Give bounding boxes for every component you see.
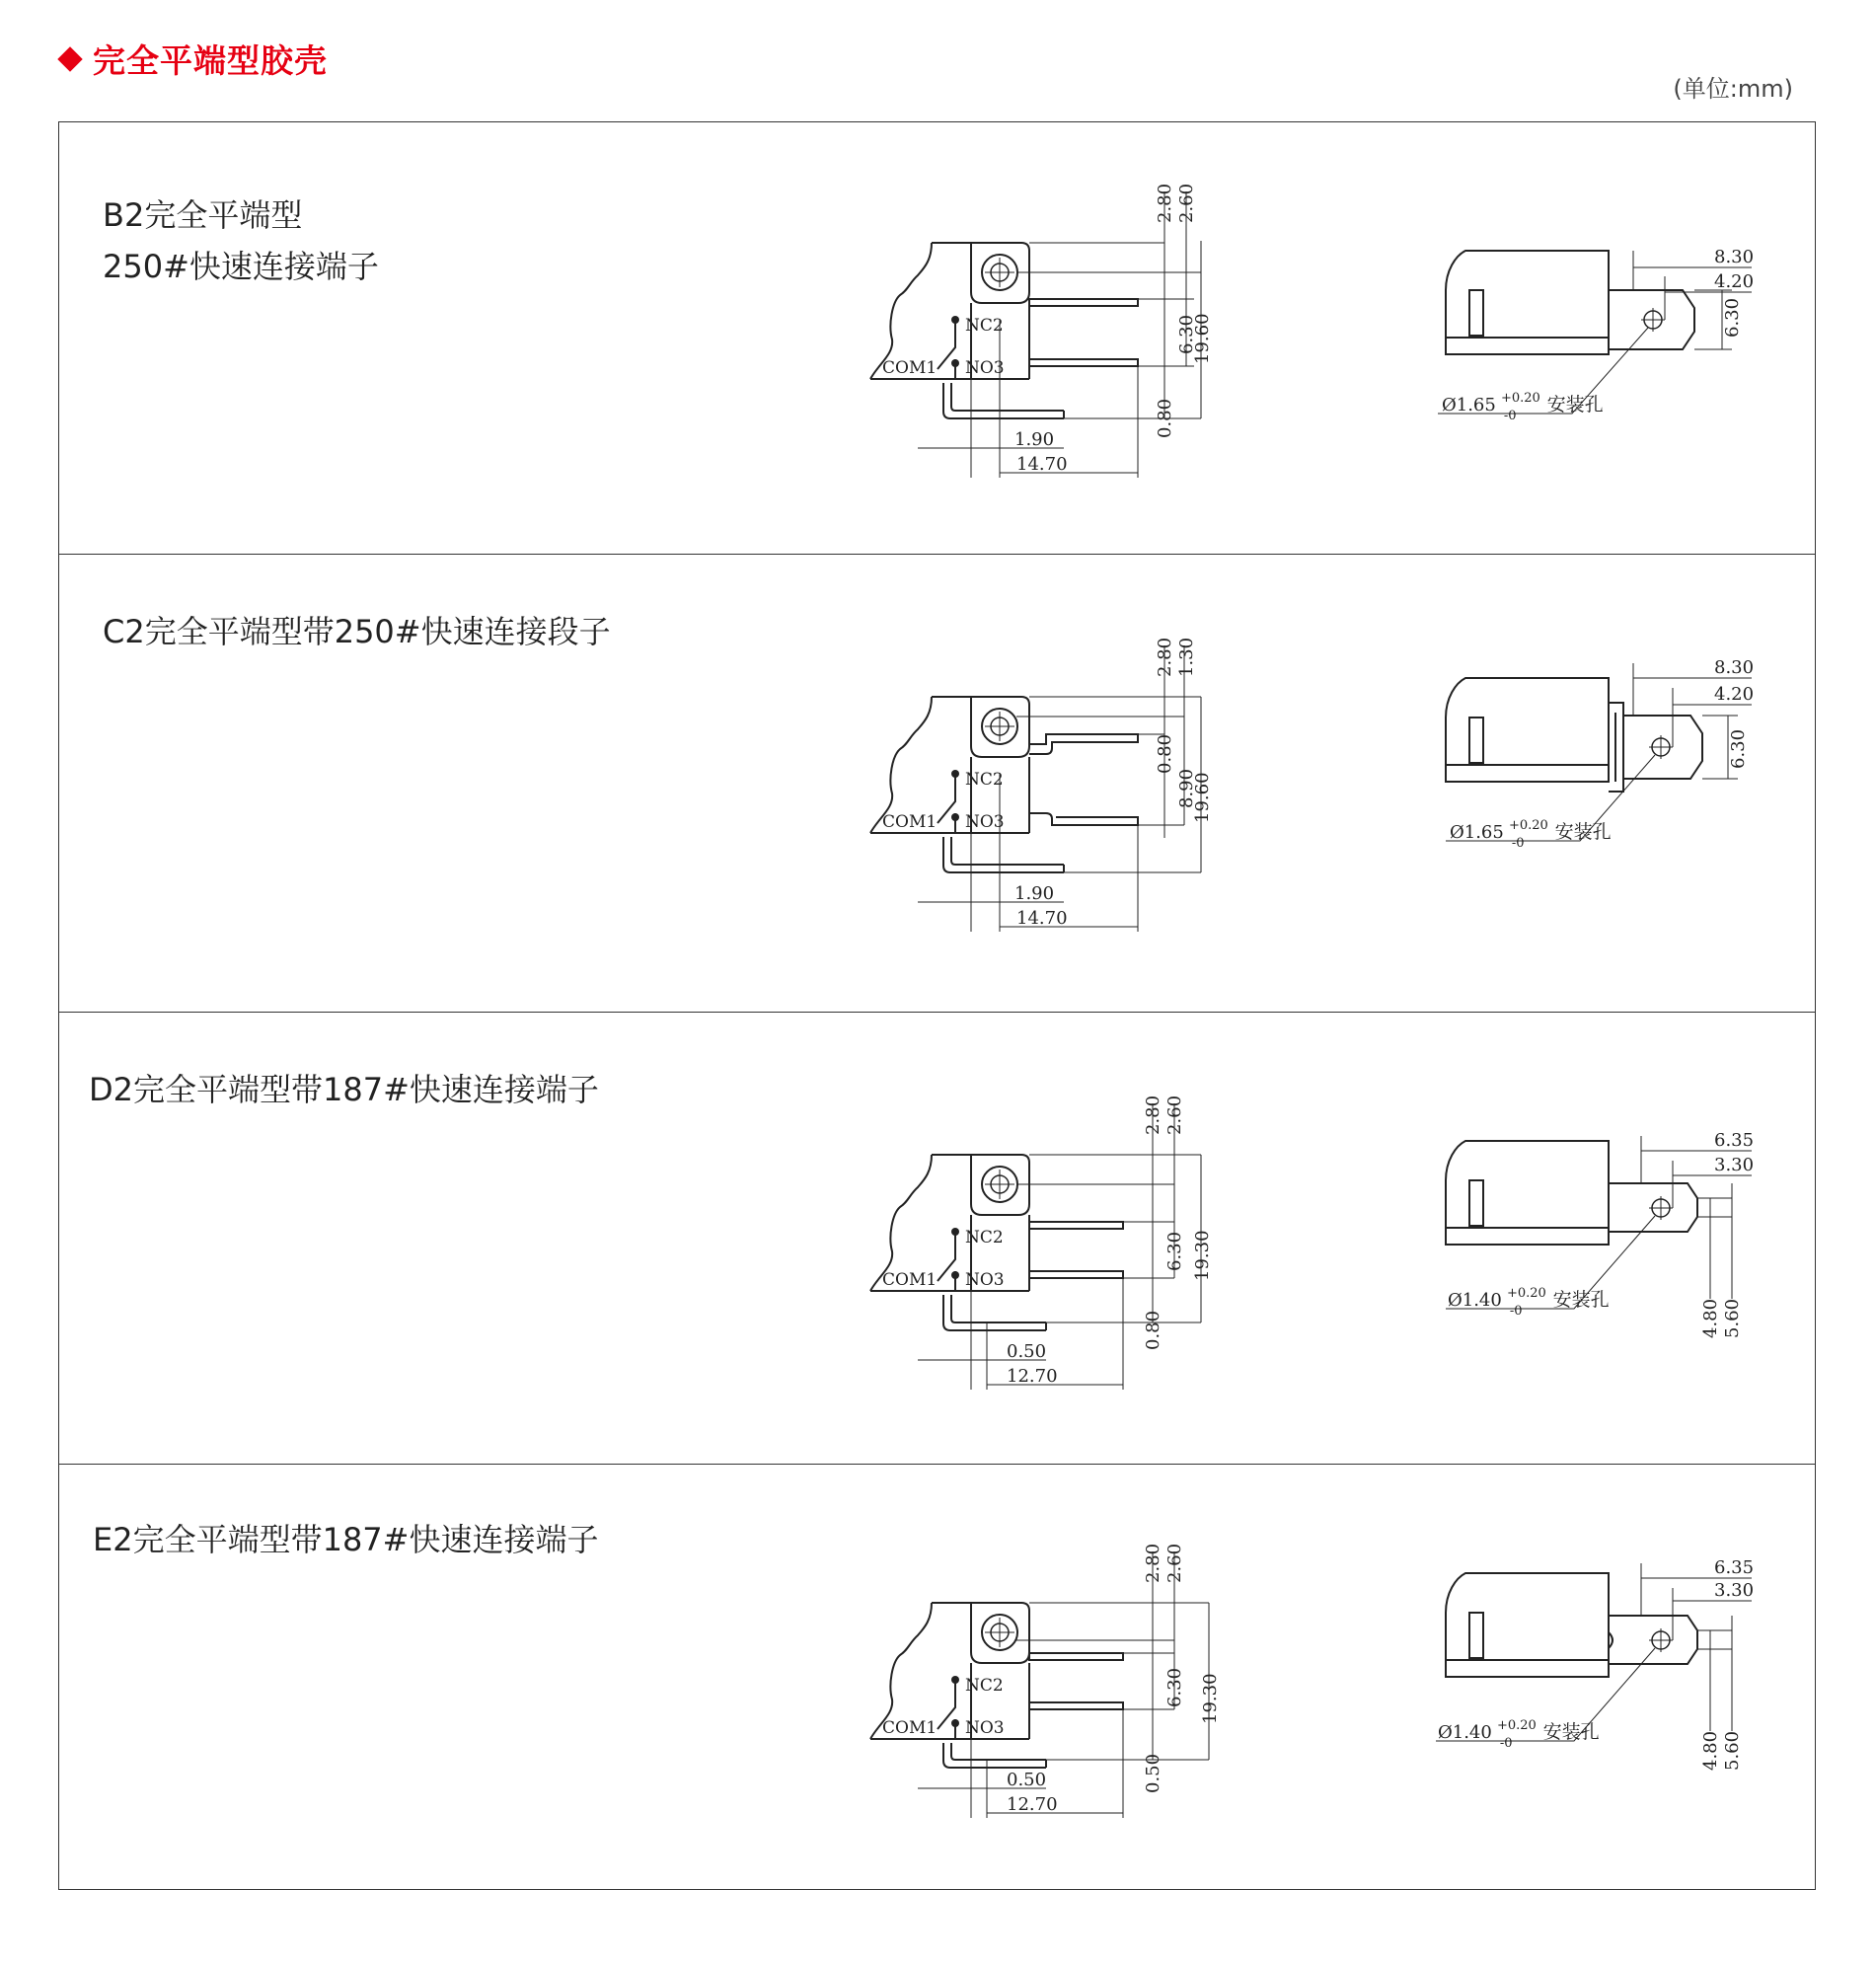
dim-label: 0.80 bbox=[1143, 1310, 1163, 1350]
dim-label: 2.60 bbox=[1164, 1543, 1185, 1583]
panel-title-line: D2完全平端型带187#快速连接端子 bbox=[89, 1071, 599, 1108]
dim-label: 6.30 bbox=[1164, 1667, 1185, 1707]
dim-label: 0.50 bbox=[1007, 1770, 1047, 1790]
hole-tolerance-upper: +0.20 bbox=[1508, 818, 1548, 833]
side-view-drawing bbox=[868, 152, 1224, 547]
side-view-drawing bbox=[868, 606, 1224, 1011]
dim-label: 14.70 bbox=[1016, 454, 1068, 475]
dim-label: 4.20 bbox=[1714, 684, 1755, 705]
com-label: COM1 bbox=[882, 1270, 938, 1290]
dim-label: 8.30 bbox=[1714, 657, 1755, 678]
hole-note: 安装孔 bbox=[1542, 1721, 1600, 1743]
no-label: NO3 bbox=[965, 812, 1005, 832]
dim-label: 0.80 bbox=[1155, 398, 1175, 438]
hole-diameter: Ø1.40 bbox=[1438, 1722, 1492, 1743]
hole-callout bbox=[1448, 1282, 1610, 1319]
dim-label: 5.60 bbox=[1722, 1298, 1743, 1338]
dim-label: 0.50 bbox=[1143, 1753, 1163, 1793]
hole-tolerance-lower: -0 bbox=[1509, 1304, 1523, 1319]
dim-label: 3.30 bbox=[1714, 1580, 1755, 1601]
panel-title bbox=[89, 1064, 599, 1115]
dim-label: 6.30 bbox=[1164, 1231, 1185, 1271]
dim-label: 2.60 bbox=[1176, 183, 1197, 223]
hole-note: 安装孔 bbox=[1554, 821, 1612, 843]
panel-title bbox=[103, 606, 611, 657]
dim-label: 4.80 bbox=[1700, 1730, 1721, 1771]
hole-callout bbox=[1438, 1714, 1600, 1751]
hole-note: 安装孔 bbox=[1552, 1289, 1610, 1311]
dim-label: 6.35 bbox=[1714, 1557, 1755, 1578]
dim-label: 19.30 bbox=[1200, 1673, 1221, 1724]
dim-label: 12.70 bbox=[1007, 1794, 1058, 1815]
side-view-drawing bbox=[868, 1512, 1224, 1887]
terminal-view-drawing bbox=[1426, 1534, 1821, 1830]
no-label: NO3 bbox=[965, 1718, 1005, 1738]
dim-label: 1.90 bbox=[1014, 429, 1055, 450]
dim-label: 8.30 bbox=[1714, 247, 1755, 267]
nc-label: NC2 bbox=[965, 316, 1004, 336]
diamond-bullet-icon bbox=[57, 46, 82, 71]
dim-label: 8.90 bbox=[1176, 768, 1197, 808]
hole-tolerance-lower: -0 bbox=[1499, 1736, 1513, 1751]
hole-callout bbox=[1442, 387, 1604, 423]
panel-title-line: 250#快速连接端子 bbox=[103, 248, 379, 285]
dim-label: 6.35 bbox=[1714, 1130, 1755, 1151]
section-title: 完全平端型胶壳 bbox=[93, 41, 328, 80]
panel-title-line: C2完全平端型带250#快速连接段子 bbox=[103, 613, 611, 650]
dim-label: 6.30 bbox=[1722, 297, 1743, 338]
terminal-view-drawing bbox=[1436, 648, 1821, 944]
side-view-drawing bbox=[868, 1064, 1224, 1459]
hole-callout bbox=[1450, 814, 1612, 851]
dim-label: 12.70 bbox=[1007, 1366, 1058, 1387]
hole-tolerance-upper: +0.20 bbox=[1500, 391, 1540, 406]
terminal-view-drawing bbox=[1436, 1101, 1821, 1397]
hole-diameter: Ø1.40 bbox=[1448, 1290, 1502, 1311]
panel-e2 bbox=[59, 1465, 1815, 1889]
dim-label: 1.90 bbox=[1014, 883, 1055, 904]
dim-label: 2.80 bbox=[1155, 637, 1175, 677]
dim-label: 6.30 bbox=[1176, 314, 1197, 354]
nc-label: NC2 bbox=[965, 1676, 1004, 1696]
panel-d2 bbox=[59, 1013, 1815, 1465]
dim-label: 2.60 bbox=[1164, 1095, 1185, 1135]
dim-label: 1.30 bbox=[1176, 637, 1197, 677]
hole-tolerance-lower: -0 bbox=[1503, 409, 1517, 423]
com-label: COM1 bbox=[882, 1718, 938, 1738]
dim-label: 2.80 bbox=[1143, 1095, 1163, 1135]
hole-tolerance-upper: +0.20 bbox=[1496, 1718, 1537, 1733]
hole-tolerance-upper: +0.20 bbox=[1506, 1286, 1546, 1301]
diagram-frame bbox=[58, 121, 1816, 1890]
com-label: COM1 bbox=[882, 358, 938, 378]
panel-title-line: B2完全平端型 bbox=[103, 196, 303, 234]
unit-note: (单位:mm) bbox=[1673, 75, 1793, 103]
com-label: COM1 bbox=[882, 812, 938, 832]
dim-label: 2.80 bbox=[1155, 183, 1175, 223]
section-header bbox=[61, 36, 328, 82]
dim-label: 19.60 bbox=[1192, 313, 1213, 364]
nc-label: NC2 bbox=[965, 1228, 1004, 1247]
hole-note: 安装孔 bbox=[1546, 394, 1604, 415]
dim-label: 0.80 bbox=[1155, 733, 1175, 774]
dim-label: 2.80 bbox=[1143, 1543, 1163, 1583]
panel-title bbox=[103, 189, 379, 292]
panel-b2 bbox=[59, 122, 1815, 555]
dim-label: 0.50 bbox=[1007, 1341, 1047, 1362]
hole-diameter: Ø1.65 bbox=[1442, 395, 1496, 415]
hole-tolerance-lower: -0 bbox=[1511, 836, 1525, 851]
dim-label: 6.30 bbox=[1728, 728, 1749, 769]
dim-label: 5.60 bbox=[1722, 1730, 1743, 1771]
dim-label: 19.60 bbox=[1192, 772, 1213, 823]
hole-diameter: Ø1.65 bbox=[1450, 822, 1504, 843]
nc-label: NC2 bbox=[965, 770, 1004, 790]
no-label: NO3 bbox=[965, 358, 1005, 378]
dim-label: 14.70 bbox=[1016, 908, 1068, 929]
panel-title bbox=[93, 1514, 598, 1565]
panel-title-line: E2完全平端型带187#快速连接端子 bbox=[93, 1521, 599, 1558]
panel-c2 bbox=[59, 555, 1815, 1013]
dim-label: 4.80 bbox=[1700, 1298, 1721, 1338]
dim-label: 4.20 bbox=[1714, 271, 1755, 292]
dim-label: 3.30 bbox=[1714, 1155, 1755, 1175]
dim-label: 19.30 bbox=[1192, 1230, 1213, 1281]
no-label: NO3 bbox=[965, 1270, 1005, 1290]
terminal-view-drawing bbox=[1436, 221, 1821, 517]
